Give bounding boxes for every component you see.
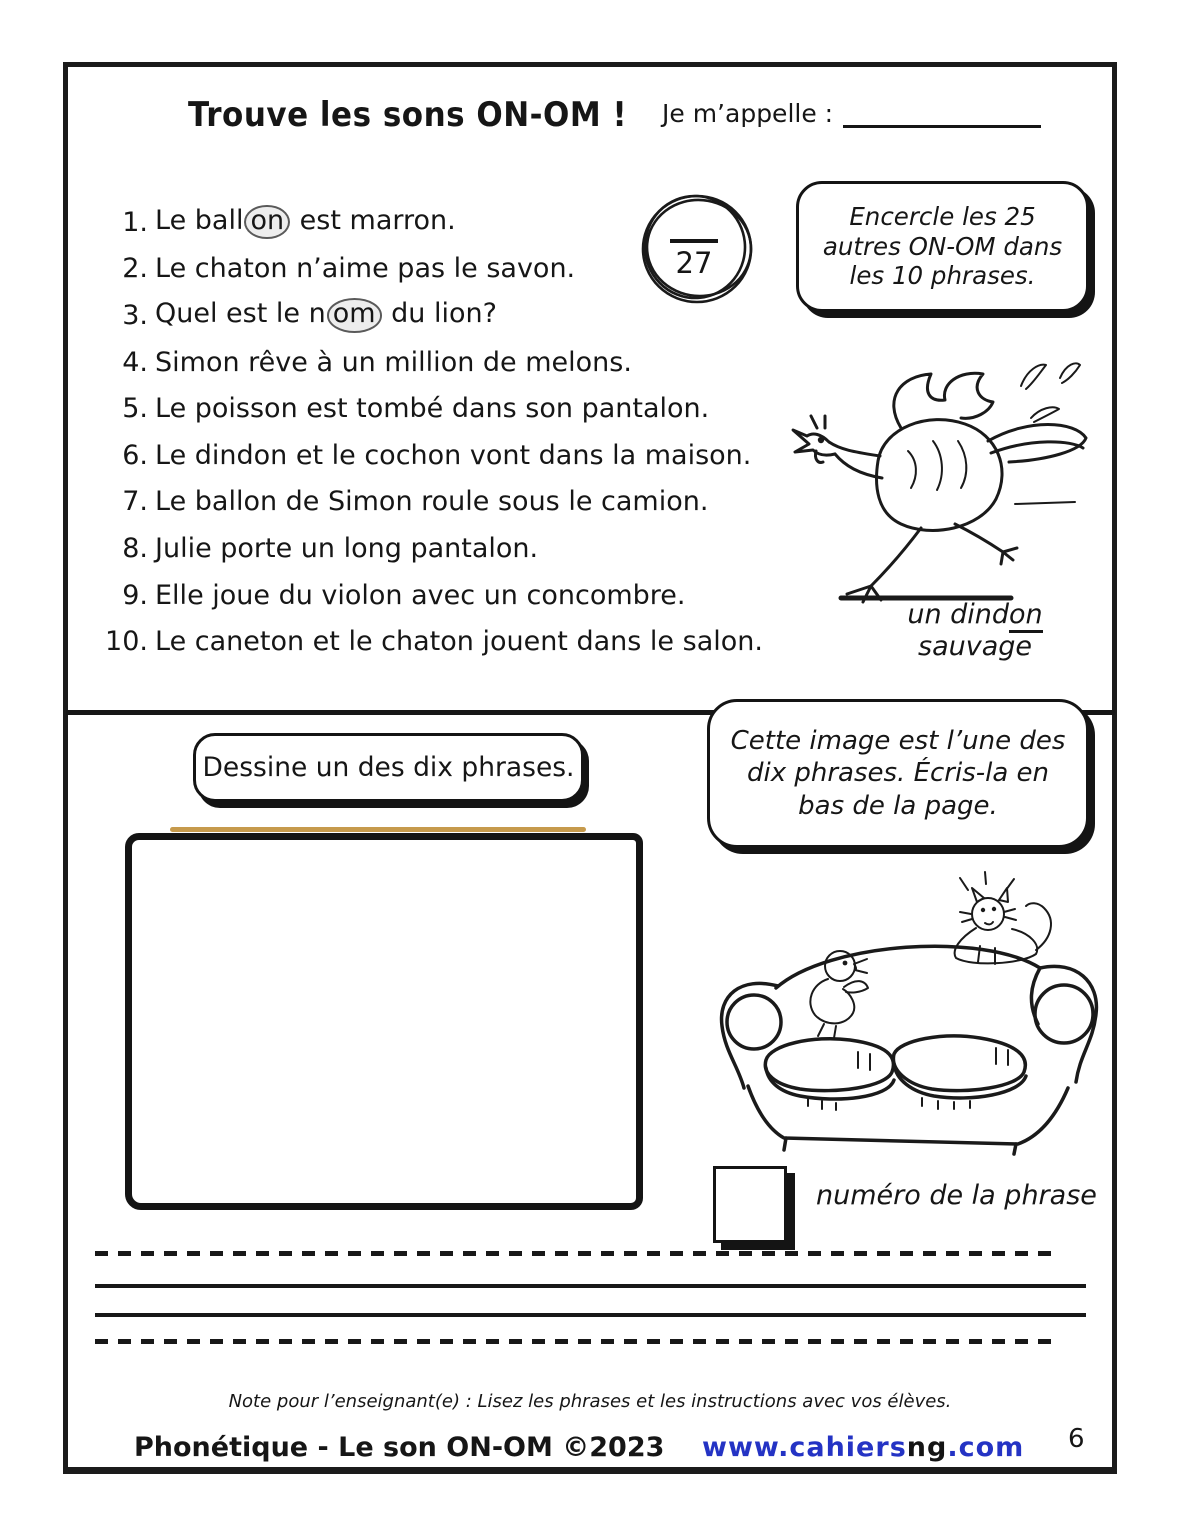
sentence-pre: Le caneton et le chaton jouent dans le salon. [155, 626, 763, 658]
sentence-pre: Simon rêve à un million de melons. [155, 346, 632, 378]
sentence-text [155, 205, 456, 239]
footer-series-title: Phonétique - Le son ON-OM ©2023 [134, 1432, 665, 1463]
score-total: 27 [675, 245, 713, 280]
sentence-row [96, 525, 796, 572]
sentence-number: 9. [122, 579, 148, 611]
sentence-text [155, 580, 685, 611]
sentence-number: 4. [122, 346, 148, 378]
sentence-number: 6. [122, 439, 148, 471]
draw-instruction-text: Dessine un des dix phrases. [202, 752, 575, 783]
sentence-text [155, 626, 763, 657]
name-blank-line [843, 103, 1041, 128]
sentence-number: 2. [122, 253, 148, 285]
sentence-text [155, 393, 709, 424]
sentence-text [155, 440, 751, 471]
sentence-pre: Le poisson est tombé dans son pantalon. [155, 393, 710, 425]
caption-pre: un dind [907, 599, 1010, 630]
circled-sound: om [327, 298, 382, 332]
sentence-text [155, 347, 632, 378]
writing-line-solid-upper [95, 1284, 1086, 1288]
sentence-text [155, 533, 538, 564]
sentence-row [96, 479, 796, 526]
score-fraction [656, 239, 732, 280]
sentence-number: 1. [122, 206, 148, 238]
sentence-row [96, 618, 796, 665]
turkey-illustration [783, 356, 1098, 606]
image-instruction-text: Cette image est l’une des dix phrases. Écris-la en bas de la page. [730, 725, 1066, 821]
url-part-3: .com [947, 1432, 1025, 1463]
sentence-text [155, 298, 497, 332]
sentence-pre: Le chaton n’aime pas le savon. [155, 253, 576, 285]
page-number: 6 [1068, 1424, 1085, 1454]
url-part-1: www.cahiers [702, 1432, 907, 1463]
phrase-number-label: numéro de la phrase [816, 1180, 1097, 1211]
caption-line2: sauvage [918, 630, 1032, 662]
score-blank-line [670, 239, 718, 243]
writing-line-dashed-bottom [95, 1339, 1058, 1344]
sentence-text [155, 486, 708, 517]
sentence-row [96, 572, 796, 619]
drawing-area-frame [125, 833, 643, 1210]
page-title: Trouve les sons ON-OM ! [188, 96, 628, 135]
footer-website-link [702, 1432, 1024, 1463]
drawing-frame-accent [170, 827, 586, 832]
image-instruction-bubble [707, 699, 1089, 848]
sentence-row [96, 339, 796, 386]
sentence-number: 7. [122, 486, 148, 518]
sentence-post: du lion? [382, 298, 497, 330]
underlined-sound: on [1009, 599, 1043, 633]
circle-instruction-text: Encercle les 25 autres ON-OM dans les 10 phrases. [822, 201, 1063, 291]
phrase-number-box [713, 1166, 787, 1243]
teacher-note: Note pour l’enseignant(e) : Lisez les phrases et les instructions avec vos élèves. [228, 1391, 952, 1412]
sentence-pre: Le ball [155, 205, 244, 237]
writing-line-dashed-top [95, 1251, 1058, 1256]
sentence-pre: Le dindon et le cochon vont dans la maison. [155, 439, 752, 471]
name-label: Je m’appelle : [662, 99, 834, 128]
sentence-pre: Julie porte un long pantalon. [155, 532, 539, 564]
sentence-number: 3. [122, 299, 148, 331]
draw-instruction-box [193, 733, 584, 802]
name-field-row [662, 99, 1041, 128]
url-part-2: ng [906, 1432, 948, 1463]
couch-cat-duck-illustration [688, 846, 1108, 1156]
sentence-number: 8. [122, 532, 148, 564]
turkey-caption [853, 599, 1097, 663]
sentence-row [96, 432, 796, 479]
writing-line-solid-lower [95, 1313, 1086, 1317]
sentence-pre: Elle joue du violon avec un concombre. [155, 579, 686, 611]
sentence-number: 10. [105, 626, 148, 658]
sentence-post: est marron. [291, 205, 456, 237]
sentence-row [96, 385, 796, 432]
sentence-text [155, 253, 575, 284]
sentence-pre: Le ballon de Simon roule sous le camion. [155, 486, 709, 518]
sentence-pre: Quel est le n [155, 298, 326, 330]
sentence-number: 5. [122, 393, 148, 425]
circled-sound: on [244, 205, 290, 239]
circle-instruction-bubble [796, 181, 1089, 312]
